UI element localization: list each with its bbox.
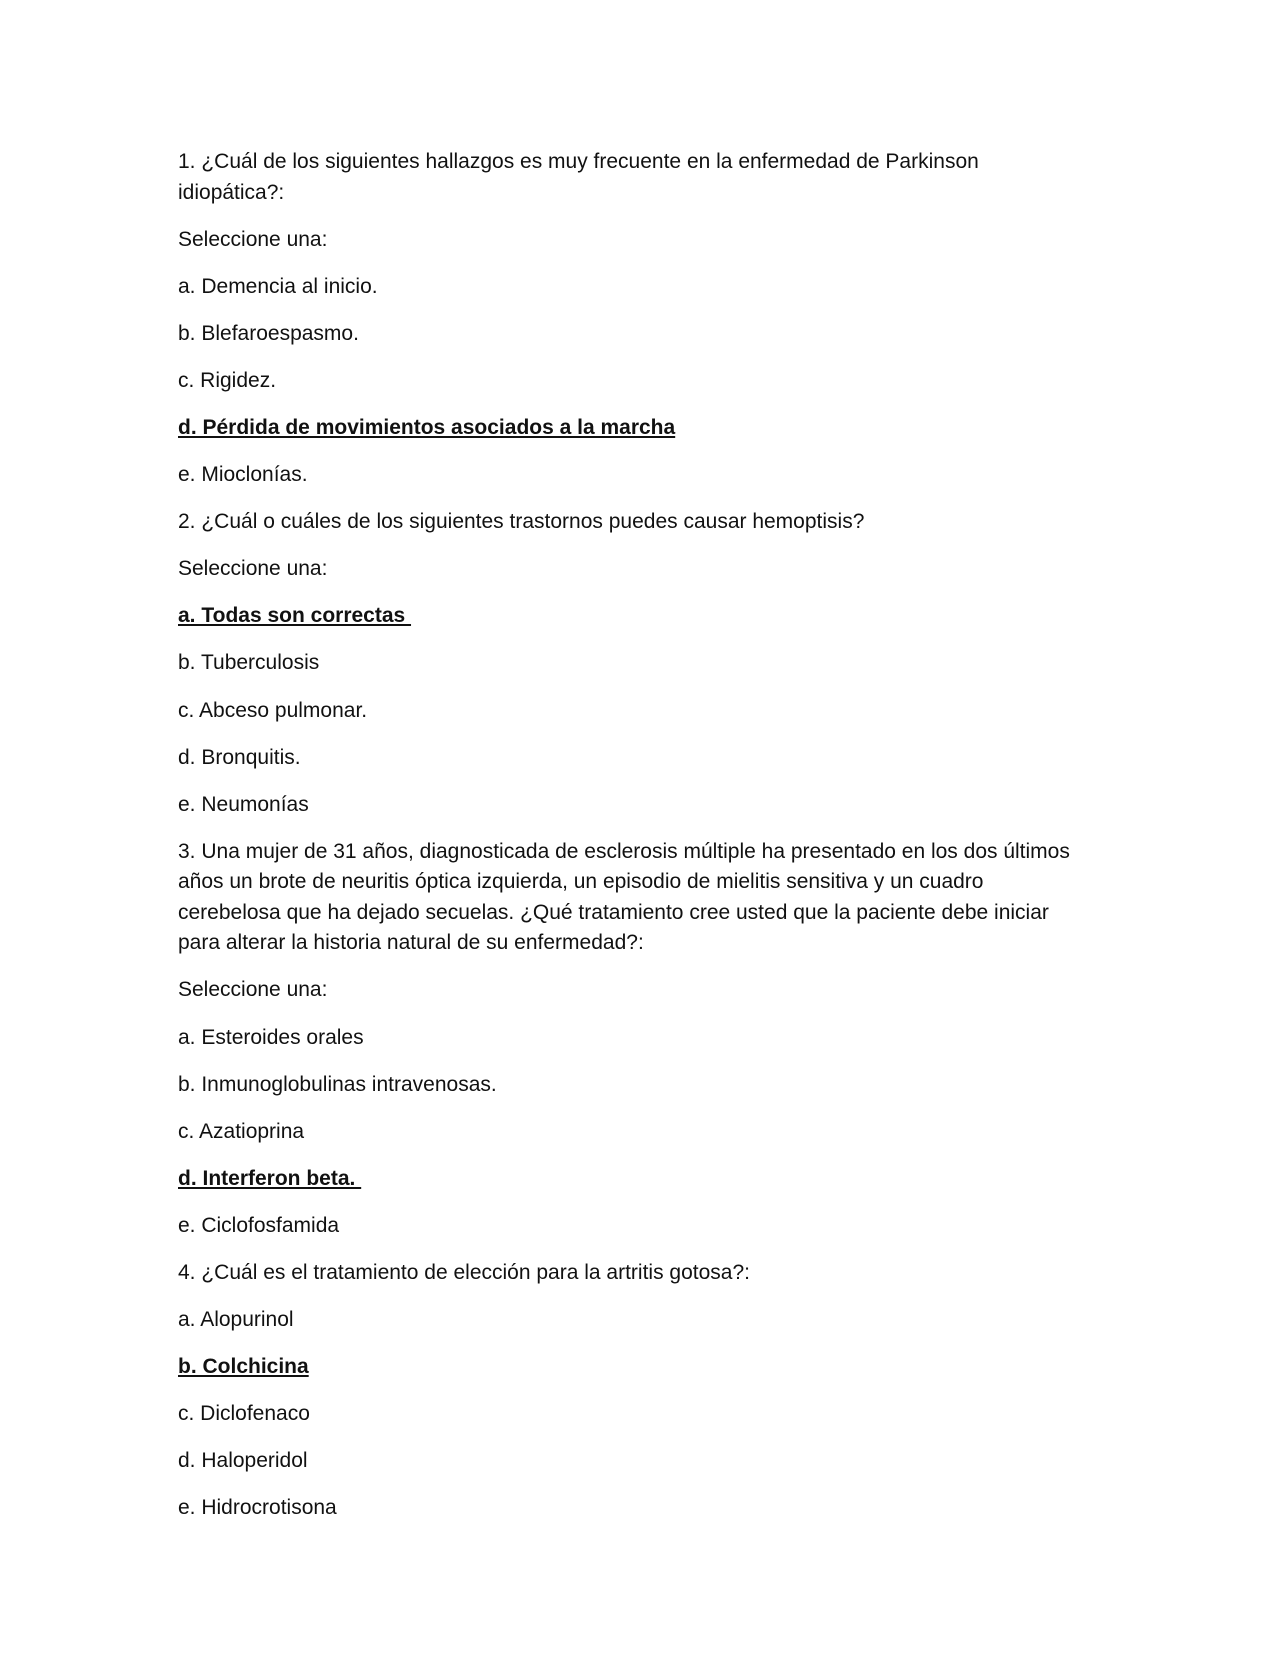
- question-2-option-c: c. Abceso pulmonar.: [178, 698, 368, 722]
- question-4: 4. ¿Cuál es el tratamiento de elección para la artritis gotosa?:: [178, 1260, 750, 1284]
- question-4-option-d: d. Haloperidol: [178, 1449, 308, 1473]
- question-3-option-d-correct: d. Interferon beta.: [178, 1166, 362, 1190]
- document-page: [178, 147, 1088, 1541]
- question-2-option-d: d. Bronquitis.: [178, 745, 301, 769]
- question-2-option-e: e. Neumonías: [178, 792, 309, 816]
- question-1-option-d-correct: d. Pérdida de movimientos asociados a la marcha: [178, 415, 676, 439]
- question-1-option-c: c. Rigidez.: [178, 368, 277, 392]
- question-1-prompt: Seleccione una:: [178, 227, 328, 251]
- question-2: 2. ¿Cuál o cuáles de los siguientes trastornos puedes causar hemoptisis?: [178, 510, 865, 534]
- question-3-option-e: e. Ciclofosfamida: [178, 1213, 340, 1237]
- question-4-option-b-correct: b. Colchicina: [178, 1355, 309, 1379]
- question-3-prompt: Seleccione una:: [178, 978, 328, 1002]
- question-1-option-e: e. Mioclonías.: [178, 463, 308, 487]
- question-2-option-b: b. Tuberculosis: [178, 651, 320, 675]
- question-3-option-c: c. Azatioprina: [178, 1119, 305, 1143]
- question-1: 1. ¿Cuál de los siguientes hallazgos es muy frecuente en la enfermedad de Parkinson idiopática?:: [178, 150, 985, 204]
- question-4-option-e: e. Hidrocrotisona: [178, 1496, 337, 1520]
- question-3: 3. Una mujer de 31 años, diagnosticada de esclerosis múltiple ha presentado en los dos últimos años un brote de neuritis óptica izquierda, un episodio de mielitis sensitiva y un cuadro cerebelosa que ha dejado secuelas. ¿Qué tratamiento cree usted que la paciente debe iniciar para alterar la historia natural de su enfermedad?:: [178, 839, 1076, 955]
- question-4-option-c: c. Diclofenaco: [178, 1402, 310, 1426]
- question-1-option-a: a. Demencia al inicio.: [178, 274, 378, 298]
- question-1-option-b: b. Blefaroespasmo.: [178, 321, 359, 345]
- question-3-option-b: b. Inmunoglobulinas intravenosas.: [178, 1072, 497, 1096]
- question-2-option-a-correct: a. Todas son correctas: [178, 604, 412, 628]
- question-2-prompt: Seleccione una:: [178, 557, 328, 581]
- question-3-option-a: a. Esteroides orales: [178, 1025, 364, 1049]
- question-4-option-a: a. Alopurinol: [178, 1308, 294, 1332]
